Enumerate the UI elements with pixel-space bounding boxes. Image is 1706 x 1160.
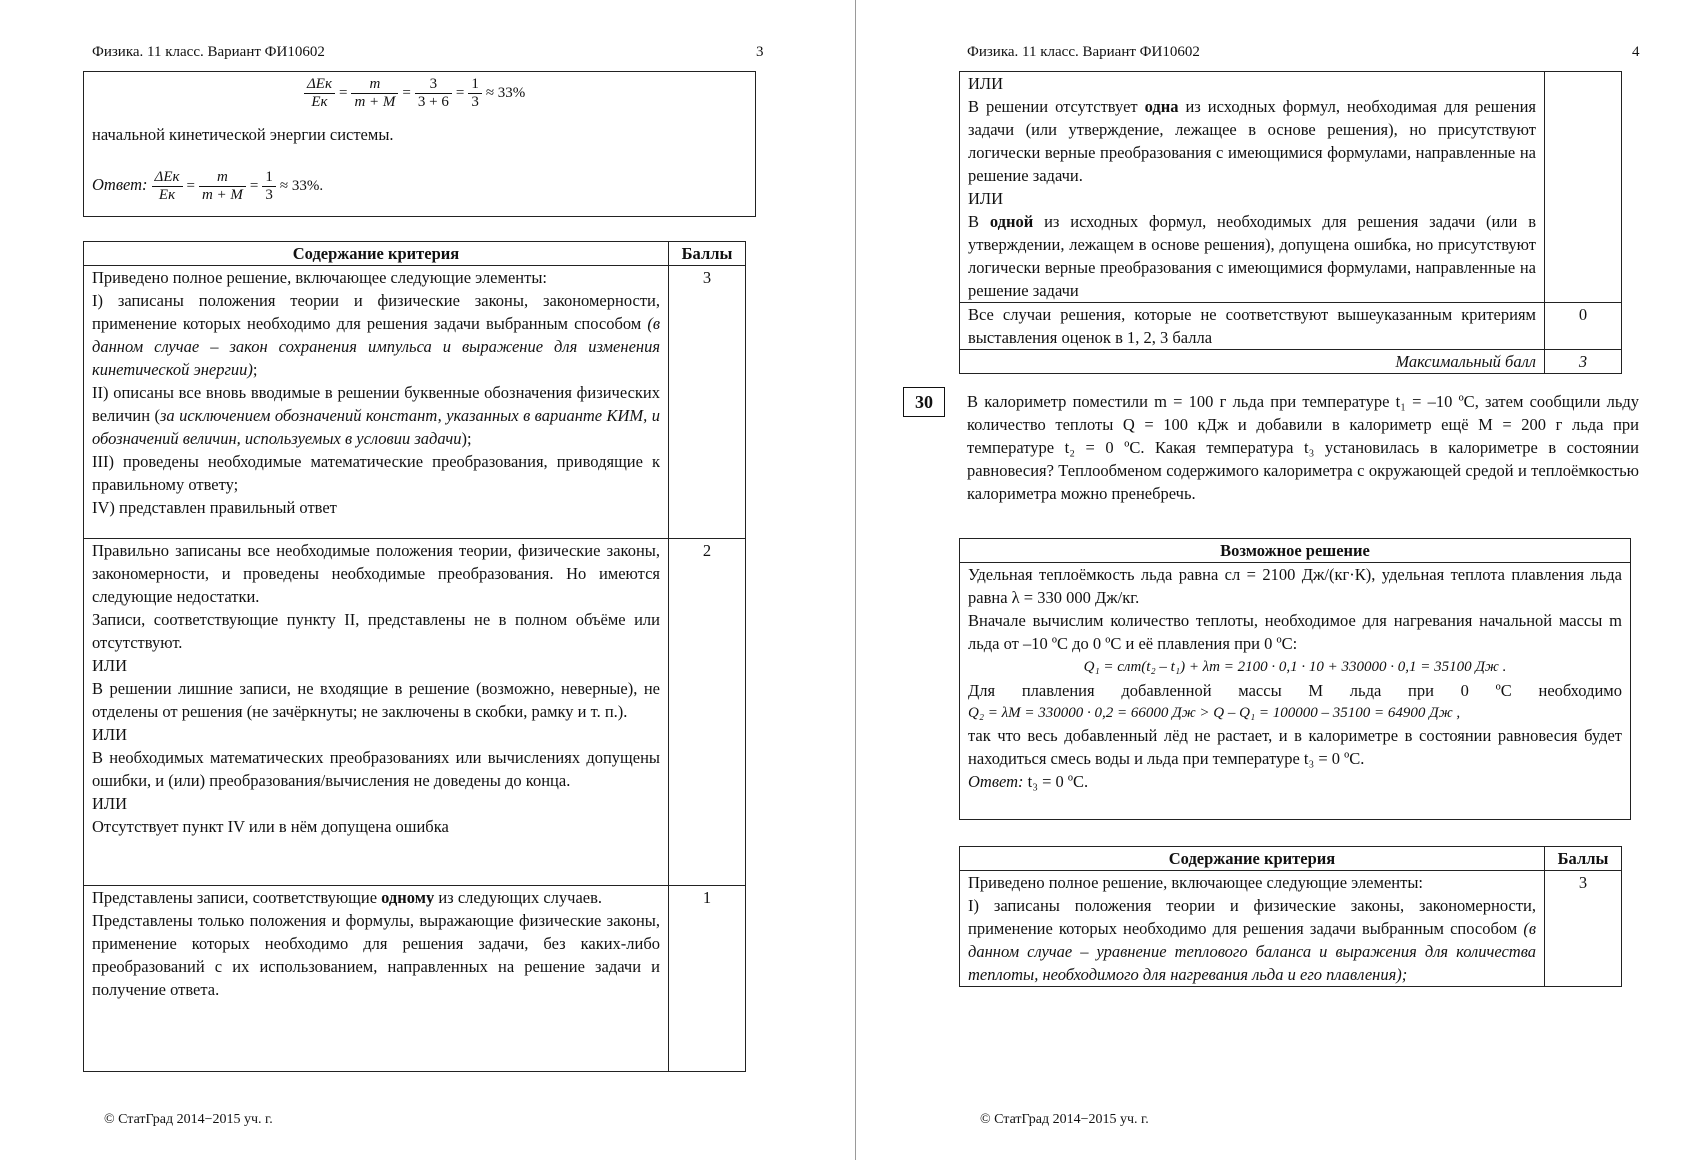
table-header-row (84, 242, 746, 266)
answer-line: Ответ: $\frac{\text{ΔEк}}{Eк}$ = $\frac{m}{m + M}$ = $\frac{1}{3}$ ≈ 33%. (92, 169, 324, 203)
table-header-row: Содержание критерия Баллы (960, 847, 1622, 871)
page-footer: © СтатГрад 2014−2015 уч. г. (104, 1112, 273, 1127)
score-cell: 3 (669, 266, 746, 539)
page-header-title: Физика. 11 класс. Вариант ФИ10602 (967, 44, 1200, 60)
criteria-table (83, 241, 746, 1072)
table-row: Приведено полное решение, включающее следующие элементы: I) записаны положения теории и физические законы, закономерности, применение которых необходимо для решения задачи выбранным способом (в данном случае – закон сохранения импульса и выражение для изменения кинетической энергии); II) описаны все вновь вводимые в решении буквенные обозначения физических величин (за исключением обозначений констант, указанных в варианте КИМ, и обозначений величин, используемых в условии задачи); III) проведены необходимые математические преобразования, приводящие к правильному ответу; IV) представлен правильный ответ 3 (84, 266, 746, 539)
page-header-title: Физика. 11 класс. Вариант ФИ10602 (92, 44, 325, 60)
page-number: 3 (756, 44, 764, 60)
table-row: Все случаи решения, которые не соответствуют вышеуказанным критериям выставления оценок в 1, 2, 3 балла 0 (960, 303, 1622, 350)
task-text: В калориметр поместили m = 100 г льда при температуре t₁ = –10 ºС, затем сообщили льду количество теплоты Q = 100 кДж и добавили в калориметр ещё M = 200 г льда при температуре t₂ = 0 ºС. Какая температура t₃ установилась в калориметре в состоянии равновесия? Теплообменом содержимого калориметра с окружающей средой и теплоёмкостью калориметра можно пренебречь. (967, 392, 1639, 503)
answer-label: Ответ: (92, 175, 148, 195)
equation-1: Q₁ = cлm(t₂ – t₁) + λm = 2100 · 0,1 · 10 + 330000 · 0,1 = 35100 Дж . (1083, 659, 1507, 675)
criteria-table-task30 (959, 846, 1622, 987)
max-score-label: Максимальный балл (960, 350, 1545, 374)
col-score-header: Баллы (669, 242, 746, 266)
formula-line: $\frac{\text{ΔEк}}{Eк}$ = $\frac{m}{m + M}$ = $\frac{3}{3 + 6}$ = $\frac{1}{3}$ ≈ 33% (304, 76, 525, 111)
score-cell: 0 (1545, 303, 1622, 350)
page-divider (855, 0, 856, 1160)
page-4 (858, 0, 1706, 1160)
criteria-table-continued (959, 71, 1622, 374)
score-cell: 2 (669, 539, 746, 886)
score-cell: 3 (1545, 871, 1622, 987)
equation-2: Q₂ = λM = 330000 · 0,2 = 66000 Дж > Q – Q₁ = 100000 – 35100 = 64900 Дж , (968, 705, 1461, 721)
table-row: Правильно записаны все необходимые положения теории, физические законы, закономерности, и проведены необходимые преобразования. Но имеются следующие недостатки. Записи, соответствующие пункту II, представлены не в полном объёме или отсутствуют. ИЛИ В решении лишние записи, не входящие в решение (возможно, неверные), не отделены от решения (не зачёркнуты; не заключены в скобки, рамку и т. п.). ИЛИ В необходимых математических преобразованиях или вычислениях допущены ошибки, и (или) преобразования/вычисления не доведены до конца. ИЛИ Отсутствует пункт IV или в нём допущена ошибка 2 (84, 539, 746, 886)
solution-title: Возможное решение (960, 539, 1630, 563)
solution-box-end (83, 71, 756, 217)
solution-box: Возможное решение Удельная теплоёмкость льда равна cл = 2100 Дж/(кг·К), удельная теплота плавления льда равна λ = 330 000 Дж/кг. Вначале вычислим количество теплоты, необходимое для нагревания начальной массы m льда от –10 ºС до 0 ºС и её плавления при 0 ºС: Q₁ = cлm(t₂ – t₁) + λm = 2100 · 0,1 · 10 + 330000 · 0,1 = 35100 Дж . Для плавления добавленной массы M льда при 0 ºС необходимо Q₂ = λM = 330000 · 0,2 = 66000 Дж > Q – Q₁ = 100000 – 35100 = 64900 Дж , так что весь добавленный лёд не растает, и в калориметре в состоянии равновесия будет находиться смесь воды и льда при температуре t₃ = 0 ºС. Ответ: t₃ = 0 ºС. (959, 538, 1631, 820)
col-criteria-header: Содержание критерия (84, 242, 669, 266)
max-score-value: 3 (1545, 350, 1622, 374)
table-row: ИЛИ В решении отсутствует одна из исходных формул, необходимая для решения задачи (или утверждение, лежащее в основе решения), но присутствуют логически верные преобразования с имеющимися формулами, направленные на решение задачи. ИЛИ В одной из исходных формул, необходимых для решения задачи (или в утверждении, лежащем в основе решения), допущена ошибка, но присутствуют логически верные преобразования с имеющимися формулами, направленные на решение задачи (960, 72, 1622, 303)
formula-caption: начальной кинетической энергии системы. (92, 125, 394, 144)
table-row: Приведено полное решение, включающее следующие элементы: I) записаны положения теории и физические законы, закономерности, применение которых необходимо для решения задачи выбранным способом (в данном случае – уравнение теплового баланса и выражения для количества теплоты, необходимого для нагревания льда и его плавления); 3 (960, 871, 1622, 987)
table-row: Представлены записи, соответствующие одному из следующих случаев. Представлены только положения и формулы, выражающие физические законы, применение которых необходимо для решения задачи, без каких-либо преобразований с их использованием, направленных на решение задачи и получение ответа. 1 (84, 886, 746, 1072)
max-score-row (960, 350, 1622, 374)
score-cell: 1 (669, 886, 746, 1072)
page-number: 4 (1632, 44, 1640, 60)
task-number: 30 (903, 387, 945, 417)
page-footer: © СтатГрад 2014−2015 уч. г. (980, 1112, 1149, 1127)
